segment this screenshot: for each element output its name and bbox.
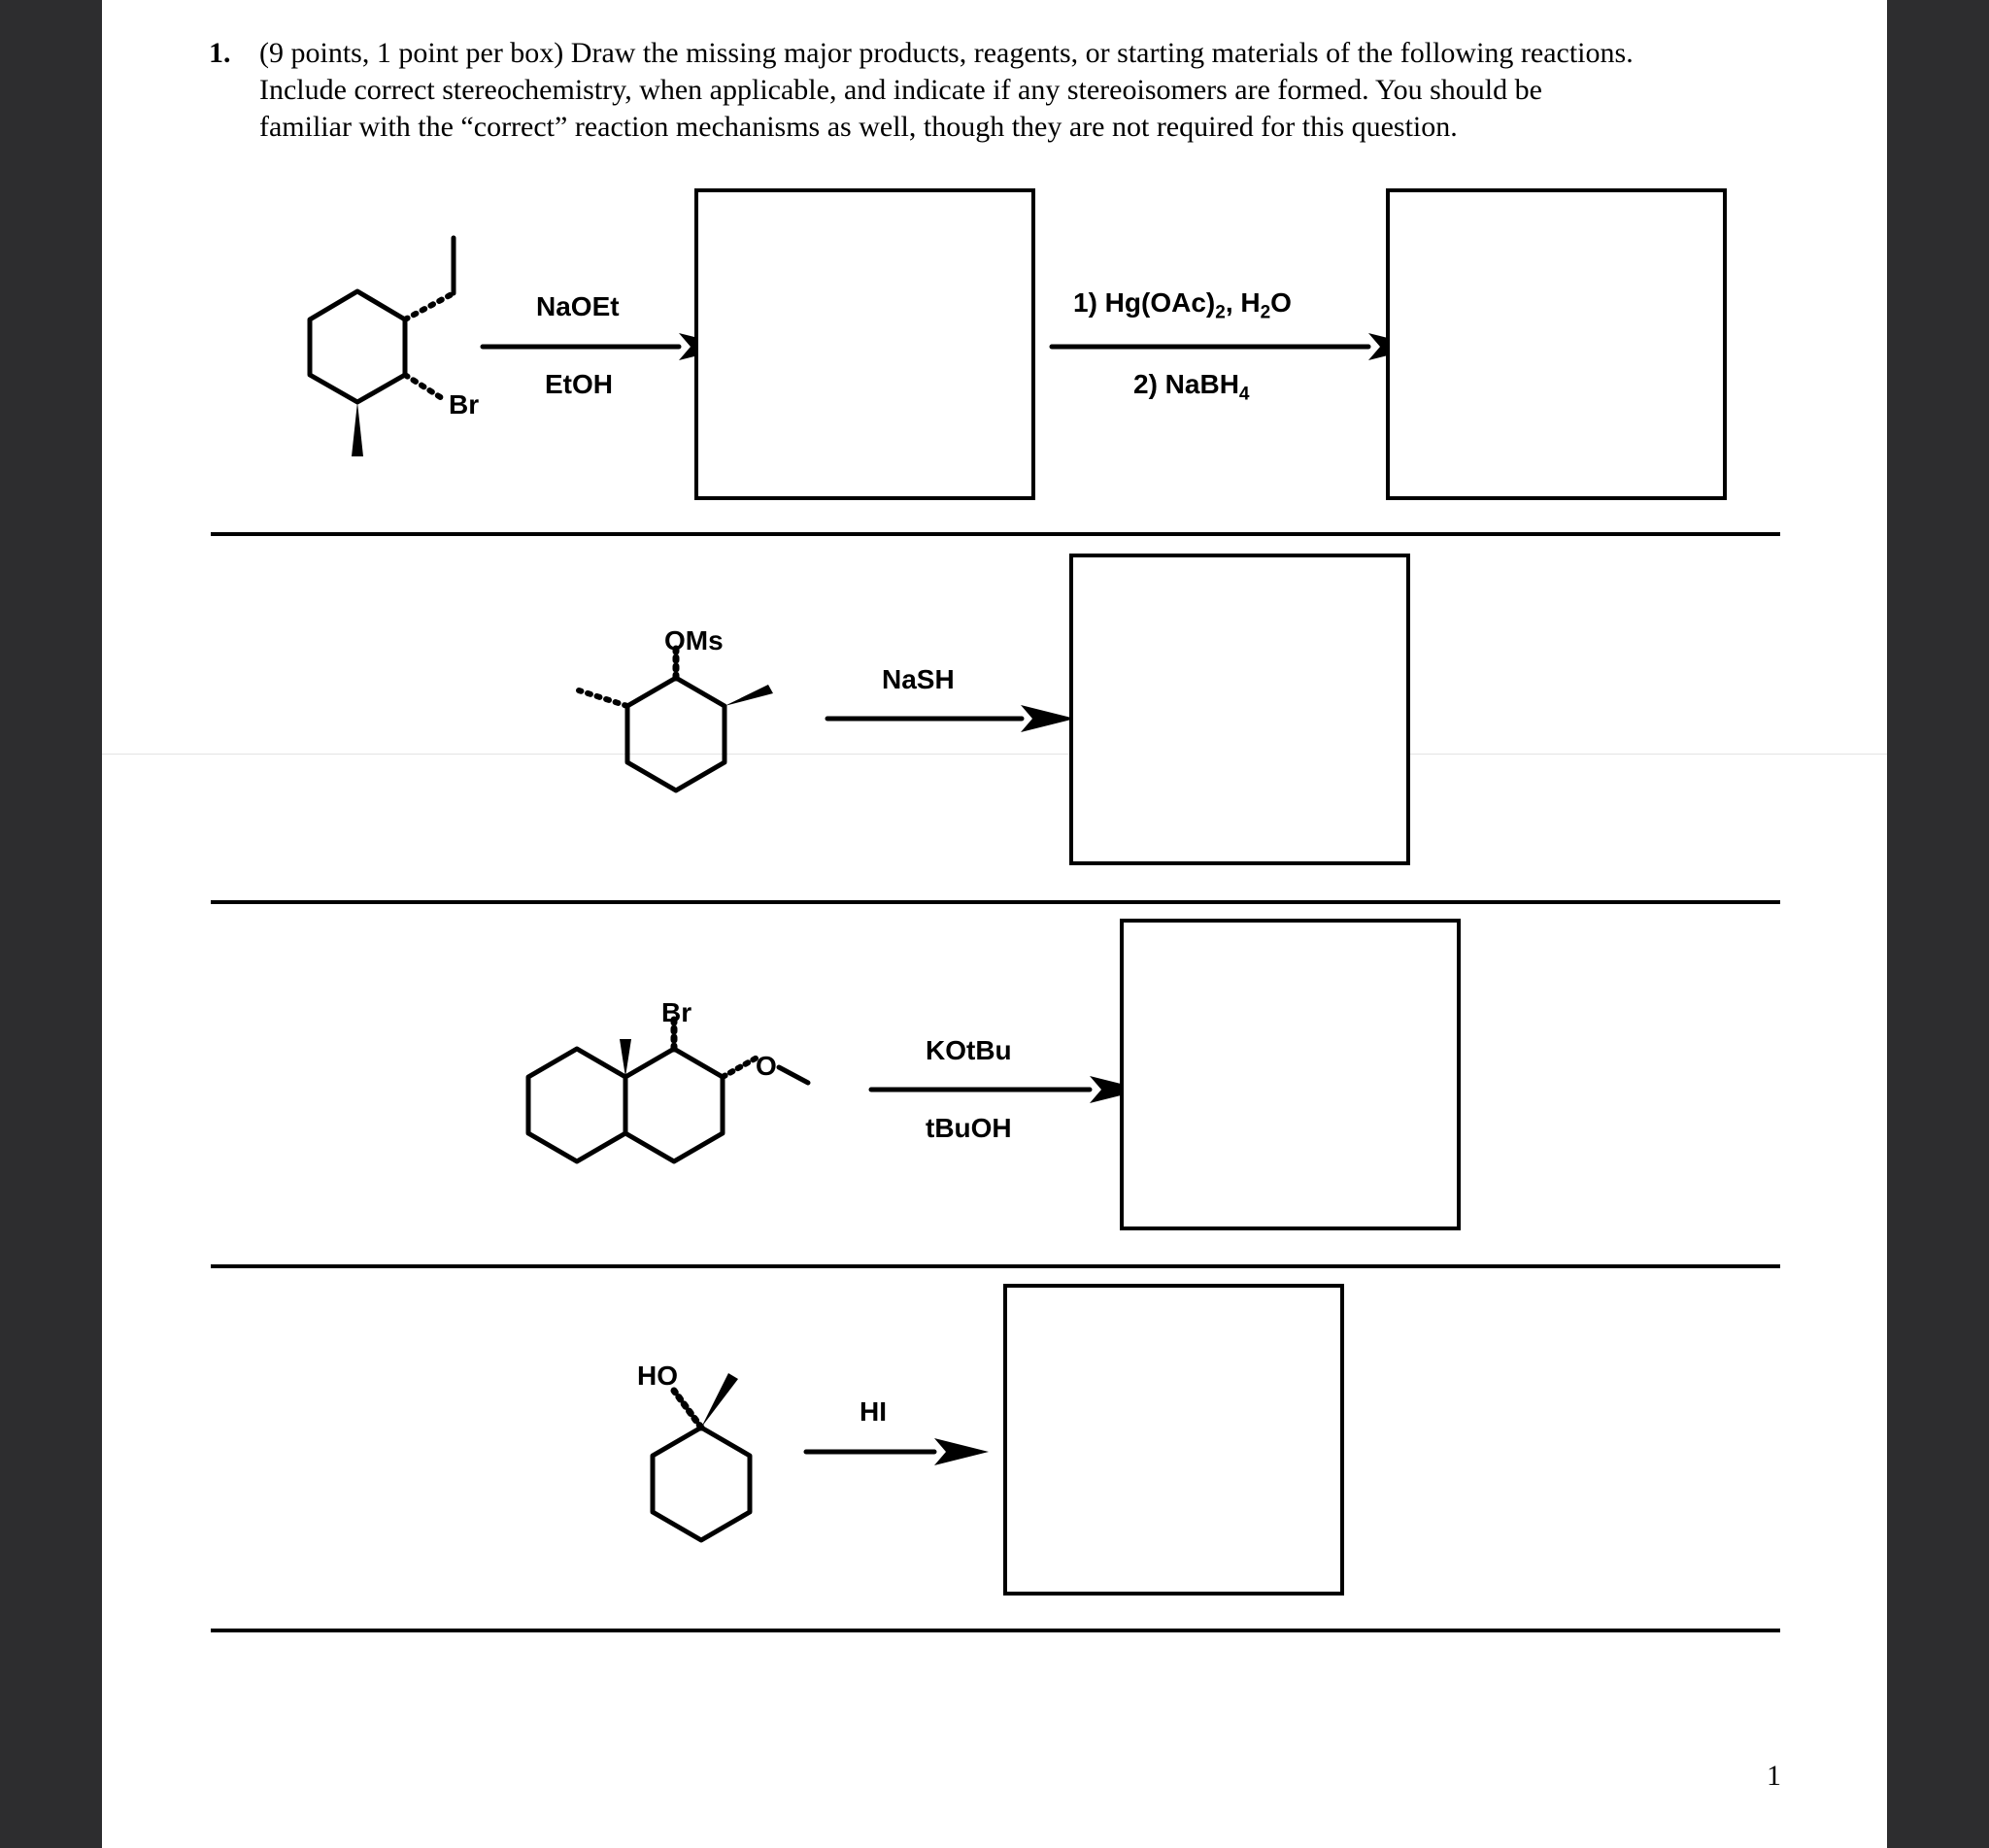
- reaction-3-starting-material: [528, 1018, 808, 1161]
- question-line-2: Include correct stereochemistry, when applicable, and indicate if any stereoisomers are formed. You should be: [259, 74, 1542, 106]
- solvent-etoh: EtOH: [545, 369, 613, 399]
- section-divider: [211, 1264, 1780, 1268]
- mesylate-label: OMs: [664, 625, 724, 655]
- bromo-label: Br: [449, 389, 480, 420]
- reaction-1-starting-material: [310, 238, 454, 402]
- answer-box-2[interactable]: [1386, 188, 1727, 500]
- bromo-label: Br: [661, 997, 692, 1027]
- reagent-kotbu: KOtBu: [926, 1035, 1012, 1065]
- reaction-4-starting-material: [653, 1391, 750, 1540]
- question-line-1: (9 points, 1 point per box) Draw the missing major products, reagents, or starting materials of the following reactions.: [259, 37, 1634, 69]
- answer-box-3[interactable]: [1069, 554, 1410, 865]
- reagent-naoet: NaOEt: [536, 291, 620, 321]
- answer-box-1[interactable]: [694, 188, 1035, 500]
- hydroxyl-label: HO: [637, 1361, 678, 1391]
- reaction-2-starting-material: [579, 645, 725, 790]
- answer-box-5[interactable]: [1003, 1284, 1344, 1596]
- page-number: 1: [1767, 1760, 1781, 1792]
- reagent-nash: NaSH: [882, 664, 955, 694]
- section-divider: [211, 1629, 1780, 1632]
- reagent-oxymercuration: 1) $Hg(OAc)_2$, $H_2O$: [1073, 287, 1292, 323]
- section-divider: [211, 900, 1780, 904]
- solvent-tbuoh: tBuOH: [926, 1113, 1012, 1143]
- document-page: [102, 0, 1887, 1848]
- ether-oxygen-label: O: [756, 1051, 777, 1081]
- reagent-nabh4: 2) NaBH$_4$: [1133, 369, 1250, 405]
- question-number: 1.: [209, 37, 231, 69]
- answer-box-4[interactable]: [1120, 919, 1461, 1230]
- section-divider: [211, 532, 1780, 536]
- reagent-hi: HI: [860, 1396, 887, 1427]
- question-line-3: familiar with the “correct” reaction mechanisms as well, though they are not required for this question.: [259, 111, 1458, 143]
